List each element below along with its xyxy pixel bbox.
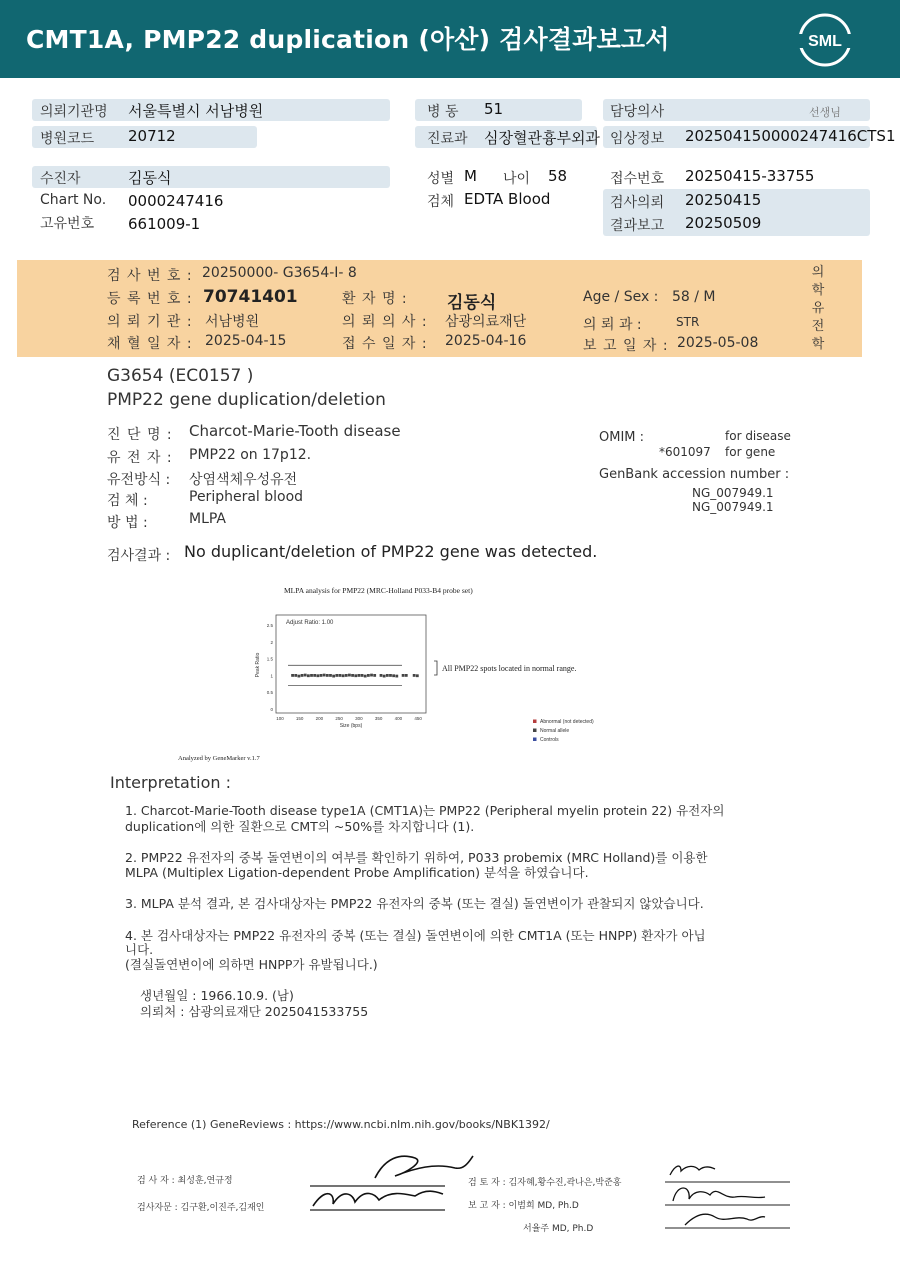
legend-label: Controls: [540, 737, 559, 743]
ref-doctor-value: 삼광의료재단: [445, 314, 527, 330]
y-tick-label: 0: [270, 707, 273, 712]
probe-point: [389, 674, 392, 677]
interp-p2a: 2. PMP22 유전자의 중복 돌연변이의 여부를 확인하기 위하여, P033 probemix (MRC Holland)를 이용한: [125, 850, 708, 865]
recv-date-value: 2025-04-16: [445, 333, 527, 349]
probe-point: [335, 674, 338, 677]
reference: Reference (1) GeneReviews : https://www.ncbi.nlm.nih.gov/books/NBK1392/: [132, 1118, 550, 1131]
report-title: CMT1A, PMP22 duplication (아산) 검사결과보고서: [26, 25, 670, 54]
probe-point: [354, 674, 357, 677]
omim-gene-label: for gene: [725, 445, 776, 459]
probe-point: [323, 674, 326, 677]
genbank-2: NG_007949.1: [692, 500, 774, 514]
probe-point: [364, 675, 367, 678]
x-tick-label: 150: [295, 716, 304, 721]
hospital-code-value: 20712: [128, 127, 176, 145]
clinical-value: 20250415000024741​6CTS1: [685, 127, 896, 145]
x-tick-label: 200: [315, 716, 324, 721]
request-value: 20250415: [685, 191, 762, 209]
client: 의뢰처 : 삼광의료재단 2025041533755: [140, 1004, 369, 1019]
tester-signature: [305, 1148, 475, 1223]
test-code: G3654 (EC0157 ): [107, 366, 254, 386]
dept-value: 심장혈관흉부외과: [484, 129, 600, 147]
y-tick-label: 2: [270, 639, 273, 645]
dx-label: 진 단 명 :: [107, 427, 173, 443]
genbank-1: NG_007949.1: [692, 486, 774, 500]
reg-no-value: 70741401: [203, 287, 298, 307]
age-value: 58: [548, 167, 568, 185]
legend-label: Abnormal (not detected): [540, 719, 594, 725]
test-name: PMP22 gene duplication/deletion: [107, 390, 386, 410]
plot-frame: [276, 615, 426, 713]
reporter: 보 고 자 : 이범희 MD, Ph.D: [468, 1201, 579, 1211]
chart-value: 0000247416: [128, 192, 224, 210]
report-label: 결과보고: [610, 218, 665, 234]
interp-p4c: (결실돌연변이에 의하면 HNPP가 유발됩니다.): [125, 957, 378, 972]
method-label: 방 법 :: [107, 515, 148, 531]
probe-point: [342, 674, 345, 677]
reporter-2: 서율주 MD, Ph.D: [523, 1224, 594, 1234]
sml-logo: [797, 12, 853, 68]
patient-label: 수진자: [40, 171, 81, 187]
receipt-label: 접수번호: [610, 171, 665, 187]
probe-point: [367, 674, 370, 677]
inherit-value: 상염색체우성유전: [189, 472, 298, 488]
probe-point: [402, 674, 405, 677]
specimen-label: 검체: [427, 194, 455, 210]
y-tick-label: 2.5: [266, 623, 273, 628]
probe-point: [373, 674, 376, 677]
probe-point: [357, 674, 360, 677]
tester: 검 사 자 : 최성훈,연규정: [137, 1176, 233, 1186]
interp-p2b: MLPA (Multiplex Ligation-dependent Probe Amplification) 분석을 하였습니다.: [125, 865, 589, 880]
specimen-value: EDTA Blood: [464, 190, 551, 208]
probe-point: [329, 674, 332, 677]
interp-p1b: duplication에 의한 질환으로 CMT의 ~50%를 차지합니다 (1).: [125, 819, 475, 834]
band-dept-value: STR: [676, 315, 700, 329]
probe-point: [316, 674, 319, 677]
sample-value: Peripheral blood: [189, 489, 304, 505]
probe-point: [339, 674, 342, 677]
interp-heading: Interpretation :: [110, 773, 231, 792]
probe-point: [383, 675, 386, 678]
doctor-label: 담당의사: [610, 104, 665, 120]
probe-point: [386, 674, 389, 677]
inherit-label: 유전방식 :: [107, 472, 171, 488]
birth-date: 생년월일 : 1966.10.9. (남): [140, 988, 294, 1003]
ward-label: 병 동: [427, 104, 459, 120]
probe-point: [380, 674, 383, 677]
probe-point: [370, 674, 373, 677]
probe-point: [326, 674, 329, 677]
probe-point: [294, 674, 297, 677]
test-no-value: 20250000- G3654-I- 8: [202, 265, 357, 281]
probe-point: [291, 674, 294, 677]
patient-row-bg: [32, 166, 390, 188]
chart-label: Chart No.: [40, 192, 107, 208]
hospital-code-label: 병원코드: [40, 131, 95, 147]
draw-date-label: 채 혈 일 자 :: [107, 336, 193, 352]
probe-point: [413, 674, 416, 677]
probe-point: [345, 674, 348, 677]
agesex-value: 58 / M: [672, 289, 716, 305]
reviewer-signature: [655, 1155, 795, 1235]
band-patient-label: 환 자 명 :: [342, 291, 408, 307]
probe-point: [301, 674, 304, 677]
logo-text: SML: [808, 33, 842, 50]
result-value: No duplicant/deletion of PMP22 gene was detected.: [184, 542, 598, 561]
probe-point: [361, 674, 364, 677]
header-bar: [0, 0, 900, 78]
probe-point: [332, 675, 335, 678]
recv-date-label: 접 수 일 자 :: [342, 336, 428, 352]
draw-date-value: 2025-04-15: [205, 333, 287, 349]
institution-label: 의뢰기관명: [40, 104, 108, 120]
receipt-value: 20250415-33755: [685, 167, 815, 185]
probe-point: [416, 674, 419, 677]
ref-doctor-label: 의 뢰 의 사 :: [342, 314, 428, 330]
institution-value: 서울특별시 서남병원: [128, 102, 264, 120]
id-value: 661009-1: [128, 215, 201, 233]
band-report-value: 2025-05-08: [677, 335, 759, 351]
sex-value: M: [464, 167, 477, 185]
probe-point: [348, 674, 351, 677]
interp-p4b: 니다.: [125, 942, 154, 957]
probe-point: [307, 674, 310, 677]
y-tick-label: 1: [270, 673, 273, 679]
advisor: 검사자문 : 김구환,이진주,김재인: [137, 1203, 265, 1213]
x-axis-label: Size (bps): [339, 723, 363, 729]
x-tick-label: 300: [355, 716, 363, 721]
legend-swatch: [533, 729, 537, 733]
omim-gene-value: *601097: [659, 445, 711, 459]
y-tick-label: 1.5: [266, 656, 273, 662]
probe-point: [351, 674, 354, 677]
band-dept-label: 의 뢰 과 :: [583, 317, 642, 333]
test-no-label: 검 사 번 호 :: [107, 268, 193, 284]
probe-point: [405, 674, 408, 677]
report-value: 20250509: [685, 214, 762, 232]
lab-header-band: [17, 260, 862, 357]
mlpa-chart: [178, 575, 650, 770]
patient-value: 김동식: [128, 169, 172, 187]
range-bracket: [434, 661, 437, 675]
band-report-label: 보 고 일 자 :: [583, 338, 669, 354]
dept-vertical-label: 의학유전학: [811, 265, 825, 352]
probe-point: [392, 674, 395, 677]
doctor-suffix: 선생님: [809, 106, 841, 119]
ward-value: 51: [484, 100, 504, 118]
adjust-ratio-label: Adjust Ratio: 1.00: [286, 620, 334, 626]
interp-p4a: 4. 본 검사대상자는 PMP22 유전자의 중복 (또는 결실) 돌연변이에 의한 CMT1A (또는 HNPP) 환자가 아닙: [125, 928, 706, 943]
result-label: 검사결과 :: [107, 548, 171, 564]
gene-label: 유 전 자 :: [107, 450, 173, 466]
id-label: 고유번호: [40, 216, 95, 232]
x-tick-label: 250: [335, 716, 343, 721]
inst-label: 의 뢰 기 관 :: [107, 314, 193, 330]
probe-point: [310, 674, 313, 677]
gene-value: PMP22 on 17p12.: [189, 447, 312, 463]
interp-p3: 3. MLPA 분석 결과, 본 검사대상자는 PMP22 유전자의 중복 (또는 결실) 돌연변이가 관찰되지 않았습니다.: [125, 896, 704, 911]
probe-point: [395, 675, 398, 678]
dept-label: 진료과: [427, 131, 468, 147]
chart-title: MLPA analysis for PMP22 (MRC-Holland P033-B4 probe set): [284, 586, 473, 595]
probe-point: [320, 674, 323, 677]
sex-label: 성별: [427, 171, 455, 187]
request-label: 검사의뢰: [610, 195, 665, 211]
genbank-label: GenBank accession number :: [599, 467, 790, 482]
dx-value: Charcot-Marie-Tooth disease: [189, 422, 401, 440]
y-axis-label: Peak Ratio: [255, 652, 261, 678]
method-value: MLPA: [189, 511, 227, 527]
range-annotation: All PMP22 spots located in normal range.: [442, 664, 577, 673]
y-tick-label: 0.5: [266, 690, 273, 696]
omim-disease-label: for disease: [725, 429, 791, 443]
x-tick-label: 450: [414, 716, 422, 721]
probe-point: [297, 675, 300, 678]
band-patient-value: 김동식: [447, 293, 497, 313]
inst-value: 서남병원: [205, 314, 260, 330]
agesex-label: Age / Sex :: [583, 289, 659, 305]
clinical-label: 임상정보: [610, 131, 665, 147]
age-label: 나이: [503, 171, 531, 187]
x-tick-label: 100: [276, 716, 284, 721]
legend-swatch: [533, 720, 537, 724]
sample-label: 검 체 :: [107, 493, 148, 509]
x-tick-label: 400: [394, 716, 403, 721]
interp-p1a: 1. Charcot-Marie-Tooth disease type1A (CMT1A)는 PMP22 (Peripheral myelin protein 22) 유전자의: [125, 803, 725, 818]
analyzed-by: Analyzed by GeneMarker v.1.7: [178, 755, 260, 762]
x-tick-label: 350: [374, 716, 383, 721]
probe-point: [313, 674, 316, 677]
legend-swatch: [533, 738, 537, 742]
reg-no-label: 등 록 번 호 :: [107, 291, 193, 307]
reviewer: 검 토 자 : 김자혜,황수진,곽나은,박준홍: [468, 1178, 622, 1188]
probe-point: [304, 674, 307, 677]
legend-label: Normal allele: [540, 728, 570, 734]
omim-label: OMIM :: [599, 430, 645, 445]
